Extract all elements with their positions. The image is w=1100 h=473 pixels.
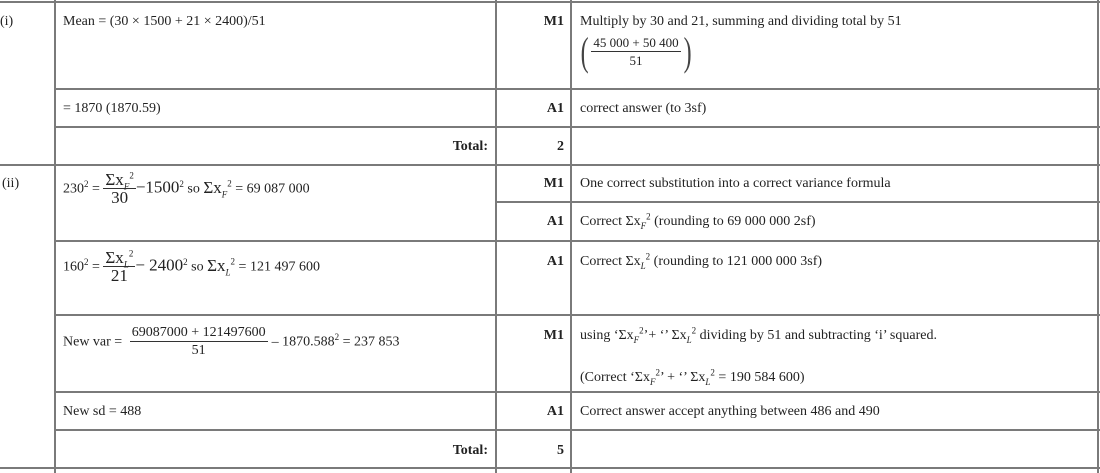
rule <box>56 314 1100 316</box>
rule <box>56 240 1100 242</box>
mark: A1 <box>546 404 564 419</box>
rule <box>570 0 572 473</box>
rule <box>56 391 1100 393</box>
rule <box>495 0 497 473</box>
rule <box>56 126 1100 128</box>
total-marks: 5 <box>557 443 564 458</box>
mark: M1 <box>543 176 564 191</box>
working: New sd = 488 <box>63 404 142 419</box>
guidance: One correct substitution into a correct variance formula <box>580 176 891 191</box>
total-marks: 2 <box>557 139 564 154</box>
rule <box>0 467 1100 469</box>
part-label: (i) <box>0 14 14 29</box>
working-variance-l: $160^2$ = $\frac{\Sigma x_L^2}{21}$ − $2400^2$ so $\Sigma x_L^2 = 121$ 497 600 <box>63 248 320 285</box>
guidance: Correct answer accept anything between 486 and 490 <box>580 404 880 419</box>
guidance: correct answer (to 3sf) <box>580 101 707 116</box>
rule <box>495 201 1100 203</box>
rule <box>54 0 56 473</box>
rule <box>1097 0 1099 473</box>
part-label: (ii) <box>2 176 20 191</box>
rule <box>56 88 1100 90</box>
mark: M1 <box>543 14 564 29</box>
guidance: Correct $\Sigma x_L^2$ (rounding to 121 000 000 3sf) <box>580 251 823 271</box>
mark: A1 <box>546 254 564 269</box>
rule <box>0 164 1100 166</box>
total-label: Total: <box>452 139 488 154</box>
guidance-fraction: ( $\frac{45 000 + 50 400}{51}$ ) <box>580 29 692 74</box>
mark: M1 <box>543 328 564 343</box>
mark: A1 <box>546 101 564 116</box>
total-label: Total: <box>452 443 488 458</box>
guidance: using ‘$\Sigma x_F^2’+$ ‘’ $\Sigma x_L^2$ dividing by 51 and subtracting ‘i’ squared. <box>580 325 937 345</box>
rule <box>56 429 1100 431</box>
working: Mean = (30 × 1500 + 21 × 2400)/51 <box>63 14 266 29</box>
working-new-variance: New var = $\frac{69087000 + 121497600}{51}$ – $1870.588^2 = 237$ 853 <box>63 325 400 358</box>
rule <box>0 1 1100 3</box>
guidance: Multiply by 30 and 21, summing and dividing total by 51 <box>580 14 902 29</box>
guidance: Correct $\Sigma x_F^2$ (rounding to 69 000 000 2sf) <box>580 211 816 231</box>
working-variance-f: $230^2$ = $\frac{\Sigma x_F^2}{30}$ $-1500^2$ so $\Sigma x_F^2 = 69$ 087 000 <box>63 170 310 207</box>
mark: A1 <box>546 214 564 229</box>
guidance: (Correct ‘$\Sigma x_F^2$’ + ‘’ $\Sigma x_L^2 = 190$ 584 600) <box>580 367 805 387</box>
working: = 1870 (1870.59) <box>63 101 161 116</box>
